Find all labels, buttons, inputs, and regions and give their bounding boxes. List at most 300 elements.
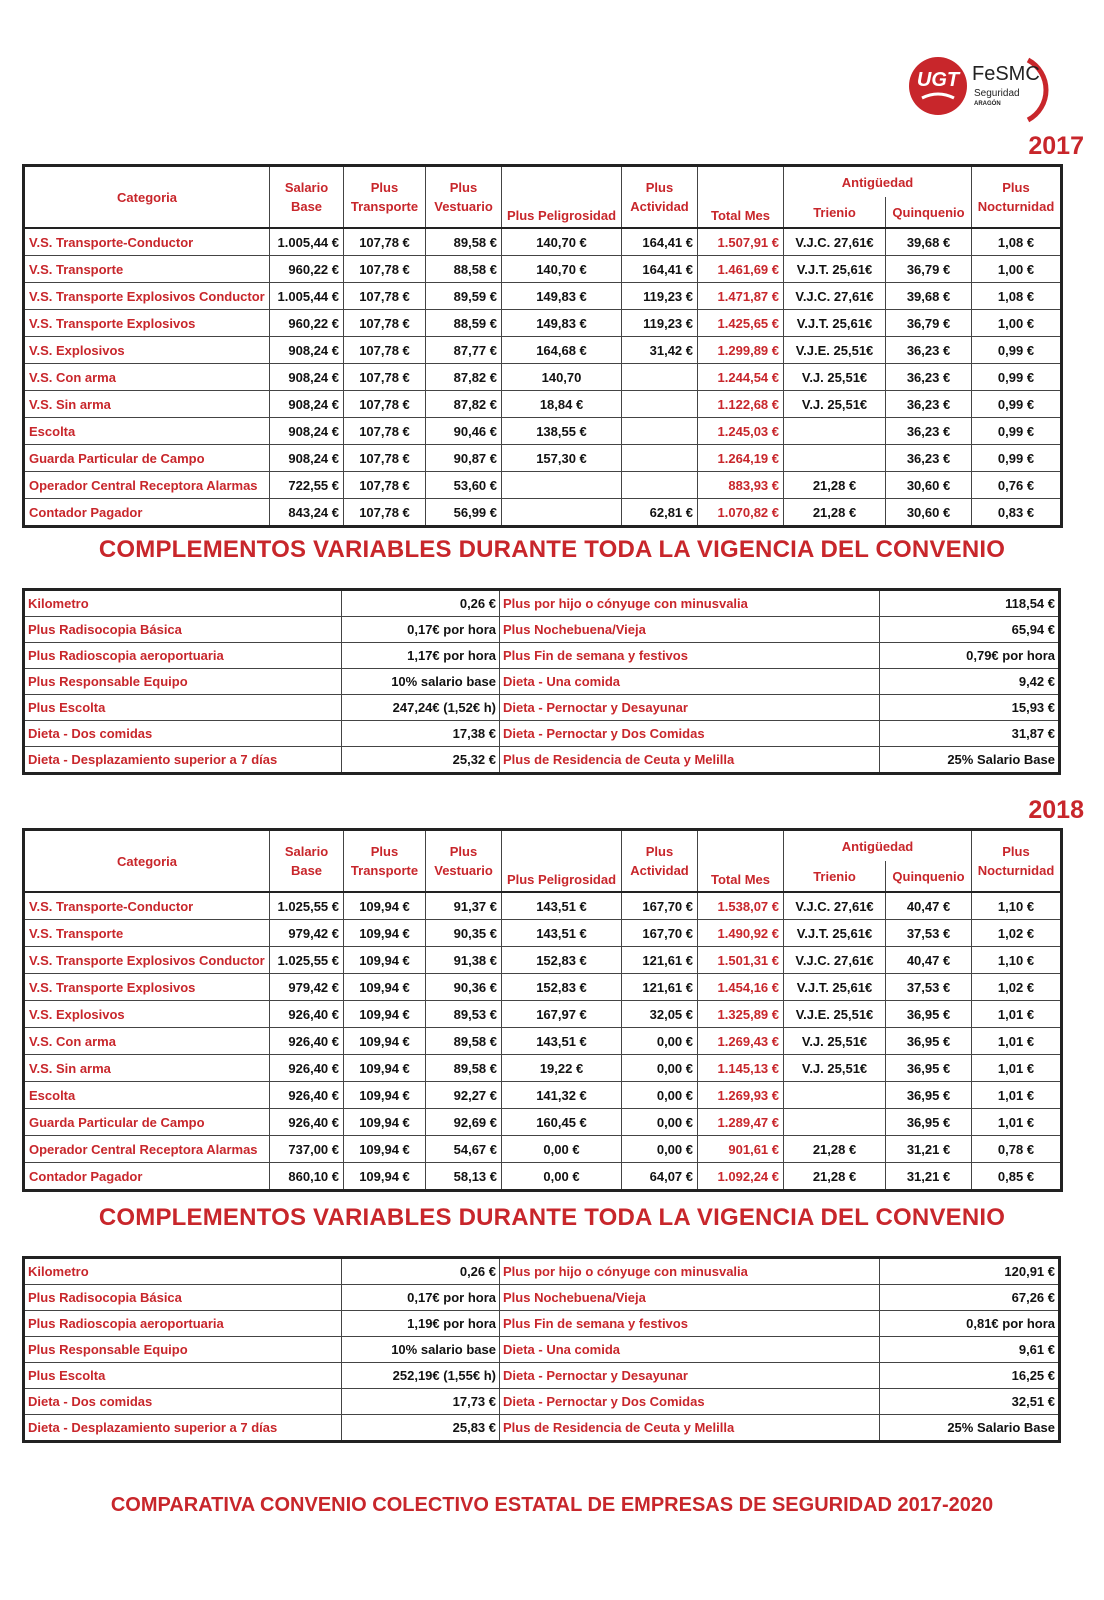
salary-table-2018 [22, 828, 1063, 1192]
complement-label: Dieta - Pernoctar y Dos Comidas [500, 721, 880, 747]
cell-plus-transporte: 109,94 € [344, 947, 426, 974]
cell-plus-actividad: 121,61 € [622, 974, 698, 1001]
cell-salario-base: 926,40 € [270, 1109, 344, 1136]
cell-trienio: V.J. 25,51€ [784, 391, 886, 418]
cell-quinquenio: 36,95 € [886, 1001, 972, 1028]
cell-plus-vestuario: 87,82 € [426, 391, 502, 418]
cell-plus-transporte: 107,78 € [344, 418, 426, 445]
cell-plus-transporte: 109,94 € [344, 892, 426, 920]
cell-plus-peligrosidad: 0,00 € [502, 1163, 622, 1191]
cell-salario-base: 908,24 € [270, 364, 344, 391]
table-row [24, 445, 1062, 472]
header-plus-nocturnidad-line1: Plus [1002, 180, 1030, 195]
header-plus-actividad-line2: Actividad [630, 199, 689, 214]
cell-quinquenio: 36,95 € [886, 1028, 972, 1055]
cell-categoria: V.S. Transporte-Conductor [24, 228, 270, 256]
complement-label: Plus Responsable Equipo [24, 669, 342, 695]
complement-value: 25% Salario Base [880, 747, 1060, 774]
complement-value: 25,83 € [342, 1415, 500, 1442]
complement-label: Dieta - Pernoctar y Desayunar [500, 695, 880, 721]
header-plus-nocturnidad-line1: Plus [1002, 844, 1030, 859]
cell-plus-nocturnidad: 1,08 € [972, 283, 1062, 310]
complement-label: Plus Escolta [24, 1363, 342, 1389]
cell-quinquenio: 39,68 € [886, 228, 972, 256]
complement-value: 0,26 € [342, 1258, 500, 1285]
cell-plus-nocturnidad: 0,78 € [972, 1136, 1062, 1163]
cell-plus-vestuario: 92,69 € [426, 1109, 502, 1136]
logo-brand: UGT [916, 69, 960, 91]
salary-table-2017 [22, 164, 1063, 528]
cell-quinquenio: 31,21 € [886, 1163, 972, 1191]
cell-trienio: V.J.C. 27,61€ [784, 283, 886, 310]
cell-quinquenio: 31,21 € [886, 1136, 972, 1163]
complement-label: Kilometro [24, 1258, 342, 1285]
cell-salario-base: 979,42 € [270, 920, 344, 947]
list-item [24, 590, 1060, 617]
header-quinquenio: Quinquenio [886, 197, 972, 228]
cell-categoria: Guarda Particular de Campo [24, 1109, 270, 1136]
cell-categoria: V.S. Con arma [24, 364, 270, 391]
cell-quinquenio: 36,23 € [886, 364, 972, 391]
header-categoria: Categoria [24, 166, 270, 229]
list-item [24, 1311, 1060, 1337]
cell-plus-transporte: 107,78 € [344, 256, 426, 283]
cell-plus-actividad: 0,00 € [622, 1055, 698, 1082]
cell-plus-vestuario: 89,59 € [426, 283, 502, 310]
cell-trienio [784, 1109, 886, 1136]
complement-label: Dieta - Desplazamiento superior a 7 días [24, 747, 342, 774]
cell-quinquenio: 36,95 € [886, 1109, 972, 1136]
table-row [24, 310, 1062, 337]
cell-plus-peligrosidad: 164,68 € [502, 337, 622, 364]
cell-plus-peligrosidad: 140,70 [502, 364, 622, 391]
cell-quinquenio: 36,23 € [886, 418, 972, 445]
table-row [24, 920, 1062, 947]
table-row [24, 1028, 1062, 1055]
cell-quinquenio: 36,95 € [886, 1055, 972, 1082]
header-salario-base [270, 166, 344, 229]
complement-value: 0,81€ por hora [880, 1311, 1060, 1337]
cell-quinquenio: 37,53 € [886, 920, 972, 947]
cell-trienio: V.J. 25,51€ [784, 1055, 886, 1082]
cell-plus-actividad: 31,42 € [622, 337, 698, 364]
cell-categoria: V.S. Transporte [24, 920, 270, 947]
cell-plus-actividad: 0,00 € [622, 1136, 698, 1163]
header-plus-nocturnidad-line2: Nocturnidad [977, 199, 1055, 214]
cell-plus-vestuario: 89,58 € [426, 228, 502, 256]
logo-org: FeSMC [972, 63, 1040, 85]
cell-categoria: V.S. Sin arma [24, 391, 270, 418]
complement-value: 1,17€ por hora [342, 643, 500, 669]
cell-plus-peligrosidad: 152,83 € [502, 947, 622, 974]
complement-label: Plus Radioscopia aeroportuaria [24, 643, 342, 669]
list-item [24, 1389, 1060, 1415]
cell-total-mes: 1.538,07 € [698, 892, 784, 920]
cell-trienio: V.J.T. 25,61€ [784, 256, 886, 283]
cell-total-mes: 901,61 € [698, 1136, 784, 1163]
header-plus-vestuario-line2: Vestuario [434, 199, 493, 214]
cell-total-mes: 1.244,54 € [698, 364, 784, 391]
complement-label: Dieta - Una comida [500, 1337, 880, 1363]
cell-plus-transporte: 107,78 € [344, 337, 426, 364]
cell-plus-vestuario: 87,77 € [426, 337, 502, 364]
cell-total-mes: 1.092,24 € [698, 1163, 784, 1191]
cell-plus-actividad [622, 391, 698, 418]
complement-value: 10% salario base [342, 1337, 500, 1363]
cell-plus-peligrosidad: 160,45 € [502, 1109, 622, 1136]
complement-value: 118,54 € [880, 590, 1060, 617]
header-categoria: Categoria [24, 830, 270, 893]
cell-plus-vestuario: 92,27 € [426, 1082, 502, 1109]
complement-value: 32,51 € [880, 1389, 1060, 1415]
header-plus-actividad-line2: Actividad [630, 863, 689, 878]
header-row [24, 166, 1062, 198]
complement-label: Plus Radioscopia aeroportuaria [24, 1311, 342, 1337]
complement-value: 0,17€ por hora [342, 1285, 500, 1311]
complement-label: Plus de Residencia de Ceuta y Melilla [500, 1415, 880, 1442]
cell-plus-vestuario: 90,46 € [426, 418, 502, 445]
cell-plus-peligrosidad: 140,70 € [502, 256, 622, 283]
cell-plus-actividad [622, 364, 698, 391]
cell-quinquenio: 39,68 € [886, 283, 972, 310]
list-item [24, 643, 1060, 669]
cell-plus-actividad [622, 418, 698, 445]
cell-plus-actividad: 32,05 € [622, 1001, 698, 1028]
cell-plus-nocturnidad: 1,01 € [972, 1082, 1062, 1109]
table-row [24, 337, 1062, 364]
header-plus-actividad [622, 830, 698, 893]
cell-plus-transporte: 109,94 € [344, 974, 426, 1001]
cell-plus-vestuario: 53,60 € [426, 472, 502, 499]
cell-plus-nocturnidad: 1,10 € [972, 892, 1062, 920]
complement-value: 10% salario base [342, 669, 500, 695]
cell-plus-actividad [622, 472, 698, 499]
cell-plus-actividad: 164,41 € [622, 228, 698, 256]
cell-total-mes: 1.490,92 € [698, 920, 784, 947]
cell-quinquenio: 36,95 € [886, 1082, 972, 1109]
cell-plus-actividad: 0,00 € [622, 1109, 698, 1136]
header-trienio: Trienio [784, 197, 886, 228]
complement-label: Dieta - Dos comidas [24, 721, 342, 747]
header-salario-base-line1: Salario [284, 180, 329, 195]
header-plus-transporte [344, 830, 426, 893]
cell-salario-base: 737,00 € [270, 1136, 344, 1163]
cell-quinquenio: 36,79 € [886, 310, 972, 337]
cell-trienio: V.J.T. 25,61€ [784, 920, 886, 947]
cell-plus-peligrosidad [502, 472, 622, 499]
year-2017-label: 2017 [1028, 132, 1084, 160]
complement-value: 1,19€ por hora [342, 1311, 500, 1337]
cell-plus-transporte: 109,94 € [344, 1082, 426, 1109]
complement-label: Plus Responsable Equipo [24, 1337, 342, 1363]
table-row [24, 1109, 1062, 1136]
cell-plus-transporte: 107,78 € [344, 499, 426, 527]
cell-plus-actividad: 121,61 € [622, 947, 698, 974]
list-item [24, 747, 1060, 774]
cell-plus-peligrosidad: 140,70 € [502, 228, 622, 256]
complement-label: Plus Nochebuena/Vieja [500, 617, 880, 643]
complement-value: 0,17€ por hora [342, 617, 500, 643]
list-item [24, 1258, 1060, 1285]
cell-plus-peligrosidad: 138,55 € [502, 418, 622, 445]
cell-total-mes: 1.461,69 € [698, 256, 784, 283]
cell-plus-peligrosidad: 152,83 € [502, 974, 622, 1001]
cell-plus-vestuario: 89,53 € [426, 1001, 502, 1028]
cell-categoria: V.S. Transporte Explosivos Conductor [24, 947, 270, 974]
cell-salario-base: 843,24 € [270, 499, 344, 527]
complement-label: Plus por hijo o cónyuge con minusvalia [500, 590, 880, 617]
header-plus-vestuario [426, 830, 502, 893]
header-trienio: Trienio [784, 861, 886, 892]
cell-total-mes: 1.507,91 € [698, 228, 784, 256]
cell-trienio [784, 1082, 886, 1109]
table-row [24, 472, 1062, 499]
cell-plus-peligrosidad: 18,84 € [502, 391, 622, 418]
cell-plus-peligrosidad: 143,51 € [502, 892, 622, 920]
cell-total-mes: 1.425,65 € [698, 310, 784, 337]
cell-plus-vestuario: 54,67 € [426, 1136, 502, 1163]
header-salario-base-line1: Salario [284, 844, 329, 859]
cell-plus-peligrosidad: 167,97 € [502, 1001, 622, 1028]
cell-categoria: Escolta [24, 1082, 270, 1109]
complement-value: 9,42 € [880, 669, 1060, 695]
logo-sub1: Seguridad [974, 88, 1020, 99]
complements-title-2018: COMPLEMENTOS VARIABLES DURANTE TODA LA VIGENCIA DEL CONVENIO [98, 1204, 1006, 1231]
cell-total-mes: 1.264,19 € [698, 445, 784, 472]
complement-value: 120,91 € [880, 1258, 1060, 1285]
cell-total-mes: 1.325,89 € [698, 1001, 784, 1028]
cell-plus-nocturnidad: 0,99 € [972, 445, 1062, 472]
cell-plus-nocturnidad: 1,00 € [972, 256, 1062, 283]
cell-plus-vestuario: 88,58 € [426, 256, 502, 283]
complement-value: 17,73 € [342, 1389, 500, 1415]
cell-quinquenio: 36,23 € [886, 445, 972, 472]
cell-plus-vestuario: 90,87 € [426, 445, 502, 472]
cell-plus-transporte: 109,94 € [344, 920, 426, 947]
header-antiguedad: Antigüedad [784, 166, 972, 198]
list-item [24, 1337, 1060, 1363]
complement-label: Dieta - Desplazamiento superior a 7 días [24, 1415, 342, 1442]
cell-quinquenio: 36,23 € [886, 337, 972, 364]
cell-plus-peligrosidad: 149,83 € [502, 310, 622, 337]
cell-salario-base: 926,40 € [270, 1028, 344, 1055]
year-2018-label: 2018 [1028, 796, 1084, 824]
complement-label: Plus Fin de semana y festivos [500, 1311, 880, 1337]
cell-plus-transporte: 107,78 € [344, 472, 426, 499]
header-total-mes: Total Mes [698, 166, 784, 229]
list-item [24, 1415, 1060, 1442]
complement-value: 17,38 € [342, 721, 500, 747]
cell-plus-transporte: 109,94 € [344, 1136, 426, 1163]
cell-quinquenio: 30,60 € [886, 499, 972, 527]
list-item [24, 1363, 1060, 1389]
cell-trienio: V.J.T. 25,61€ [784, 974, 886, 1001]
cell-salario-base: 979,42 € [270, 974, 344, 1001]
cell-trienio: V.J.C. 27,61€ [784, 892, 886, 920]
cell-plus-peligrosidad: 149,83 € [502, 283, 622, 310]
cell-plus-actividad: 0,00 € [622, 1082, 698, 1109]
cell-plus-vestuario: 87,82 € [426, 364, 502, 391]
cell-plus-vestuario: 90,35 € [426, 920, 502, 947]
cell-total-mes: 1.299,89 € [698, 337, 784, 364]
cell-plus-transporte: 107,78 € [344, 364, 426, 391]
cell-trienio: V.J. 25,51€ [784, 364, 886, 391]
complement-label: Plus Fin de semana y festivos [500, 643, 880, 669]
cell-salario-base: 1.005,44 € [270, 283, 344, 310]
cell-total-mes: 1.145,13 € [698, 1055, 784, 1082]
header-row [24, 830, 1062, 862]
header-plus-vestuario-line2: Vestuario [434, 863, 493, 878]
cell-quinquenio: 36,23 € [886, 391, 972, 418]
cell-salario-base: 960,22 € [270, 310, 344, 337]
complements-title-2017: COMPLEMENTOS VARIABLES DURANTE TODA LA VIGENCIA DEL CONVENIO [98, 536, 1006, 563]
cell-quinquenio: 37,53 € [886, 974, 972, 1001]
cell-total-mes: 1.289,47 € [698, 1109, 784, 1136]
complement-value: 252,19€ (1,55€ h) [342, 1363, 500, 1389]
header-plus-peligrosidad: Plus Peligrosidad [502, 830, 622, 893]
cell-plus-nocturnidad: 1,01 € [972, 1001, 1062, 1028]
cell-total-mes: 1.269,93 € [698, 1082, 784, 1109]
header-plus-vestuario [426, 166, 502, 229]
cell-total-mes: 1.471,87 € [698, 283, 784, 310]
cell-salario-base: 1.025,55 € [270, 947, 344, 974]
cell-trienio: V.J.T. 25,61€ [784, 310, 886, 337]
cell-categoria: V.S. Transporte [24, 256, 270, 283]
cell-plus-actividad: 167,70 € [622, 920, 698, 947]
cell-plus-actividad: 164,41 € [622, 256, 698, 283]
list-item [24, 617, 1060, 643]
table-row [24, 283, 1062, 310]
cell-plus-vestuario: 58,13 € [426, 1163, 502, 1191]
cell-plus-nocturnidad: 0,99 € [972, 418, 1062, 445]
cell-plus-peligrosidad [502, 499, 622, 527]
table-row [24, 391, 1062, 418]
complement-value: 25,32 € [342, 747, 500, 774]
table-row [24, 228, 1062, 256]
header-plus-peligrosidad: Plus Peligrosidad [502, 166, 622, 229]
table-row [24, 1082, 1062, 1109]
cell-salario-base: 926,40 € [270, 1082, 344, 1109]
cell-categoria: Contador Pagador [24, 499, 270, 527]
cell-plus-transporte: 107,78 € [344, 445, 426, 472]
cell-salario-base: 1.005,44 € [270, 228, 344, 256]
cell-trienio: V.J.C. 27,61€ [784, 228, 886, 256]
cell-trienio: 21,28 € [784, 499, 886, 527]
complement-value: 31,87 € [880, 721, 1060, 747]
cell-total-mes: 1.245,03 € [698, 418, 784, 445]
cell-categoria: V.S. Explosivos [24, 1001, 270, 1028]
cell-plus-actividad: 62,81 € [622, 499, 698, 527]
table-row [24, 947, 1062, 974]
complement-label: Plus por hijo o cónyuge con minusvalia [500, 1258, 880, 1285]
cell-quinquenio: 40,47 € [886, 892, 972, 920]
header-salario-base [270, 830, 344, 893]
table-row [24, 1163, 1062, 1191]
cell-categoria: Contador Pagador [24, 1163, 270, 1191]
header-plus-transporte [344, 166, 426, 229]
cell-salario-base: 722,55 € [270, 472, 344, 499]
cell-plus-nocturnidad: 1,01 € [972, 1028, 1062, 1055]
cell-plus-actividad: 64,07 € [622, 1163, 698, 1191]
table-row [24, 1136, 1062, 1163]
complement-label: Dieta - Una comida [500, 669, 880, 695]
cell-total-mes: 1.269,43 € [698, 1028, 784, 1055]
complements-table-2017 [22, 588, 1061, 775]
cell-plus-nocturnidad: 0,85 € [972, 1163, 1062, 1191]
complement-label: Dieta - Pernoctar y Desayunar [500, 1363, 880, 1389]
cell-salario-base: 926,40 € [270, 1055, 344, 1082]
cell-trienio: V.J.E. 25,51€ [784, 337, 886, 364]
cell-total-mes: 1.070,82 € [698, 499, 784, 527]
cell-salario-base: 908,24 € [270, 445, 344, 472]
cell-total-mes: 1.454,16 € [698, 974, 784, 1001]
cell-plus-nocturnidad: 0,99 € [972, 391, 1062, 418]
table-row [24, 499, 1062, 527]
header-plus-vestuario-line1: Plus [449, 844, 478, 859]
header-plus-nocturnidad [972, 830, 1062, 893]
cell-plus-peligrosidad: 19,22 € [502, 1055, 622, 1082]
header-plus-transporte-line1: Plus [370, 844, 399, 859]
cell-categoria: Escolta [24, 418, 270, 445]
cell-categoria: V.S. Transporte Explosivos [24, 974, 270, 1001]
cell-plus-actividad: 167,70 € [622, 892, 698, 920]
cell-plus-nocturnidad: 1,01 € [972, 1055, 1062, 1082]
cell-plus-nocturnidad: 0,76 € [972, 472, 1062, 499]
cell-trienio [784, 418, 886, 445]
cell-categoria: Guarda Particular de Campo [24, 445, 270, 472]
header-plus-actividad-line1: Plus [645, 844, 674, 859]
cell-plus-actividad [622, 445, 698, 472]
cell-total-mes: 883,93 € [698, 472, 784, 499]
cell-plus-vestuario: 88,59 € [426, 310, 502, 337]
cell-total-mes: 1.122,68 € [698, 391, 784, 418]
cell-trienio: V.J.E. 25,51€ [784, 1001, 886, 1028]
cell-plus-actividad: 0,00 € [622, 1028, 698, 1055]
header-plus-transporte-line1: Plus [370, 180, 399, 195]
cell-total-mes: 1.501,31 € [698, 947, 784, 974]
cell-trienio: 21,28 € [784, 1163, 886, 1191]
cell-salario-base: 908,24 € [270, 337, 344, 364]
table-row [24, 256, 1062, 283]
cell-categoria: V.S. Explosivos [24, 337, 270, 364]
cell-quinquenio: 40,47 € [886, 947, 972, 974]
footer-title: COMPARATIVA CONVENIO COLECTIVO ESTATAL DE EMPRESAS DE SEGURIDAD 2017-2020 [110, 1494, 994, 1516]
complement-label: Plus Nochebuena/Vieja [500, 1285, 880, 1311]
cell-plus-transporte: 109,94 € [344, 1001, 426, 1028]
header-antiguedad: Antigüedad [784, 830, 972, 862]
cell-salario-base: 926,40 € [270, 1001, 344, 1028]
header-plus-vestuario-line1: Plus [449, 180, 478, 195]
complement-value: 25% Salario Base [880, 1415, 1060, 1442]
complement-label: Plus Radisocopia Básica [24, 1285, 342, 1311]
cell-plus-peligrosidad: 0,00 € [502, 1136, 622, 1163]
complement-value: 15,93 € [880, 695, 1060, 721]
cell-plus-peligrosidad: 141,32 € [502, 1082, 622, 1109]
cell-plus-vestuario: 89,58 € [426, 1028, 502, 1055]
cell-trienio [784, 445, 886, 472]
cell-plus-actividad: 119,23 € [622, 310, 698, 337]
cell-categoria: Operador Central Receptora Alarmas [24, 1136, 270, 1163]
cell-categoria: V.S. Transporte Explosivos Conductor [24, 283, 270, 310]
complement-label: Plus Radisocopia Básica [24, 617, 342, 643]
complement-label: Plus de Residencia de Ceuta y Melilla [500, 747, 880, 774]
cell-plus-nocturnidad: 0,99 € [972, 364, 1062, 391]
cell-plus-nocturnidad: 1,02 € [972, 920, 1062, 947]
cell-trienio: V.J.C. 27,61€ [784, 947, 886, 974]
table-row [24, 1055, 1062, 1082]
complement-value: 247,24€ (1,52€ h) [342, 695, 500, 721]
header-plus-actividad [622, 166, 698, 229]
